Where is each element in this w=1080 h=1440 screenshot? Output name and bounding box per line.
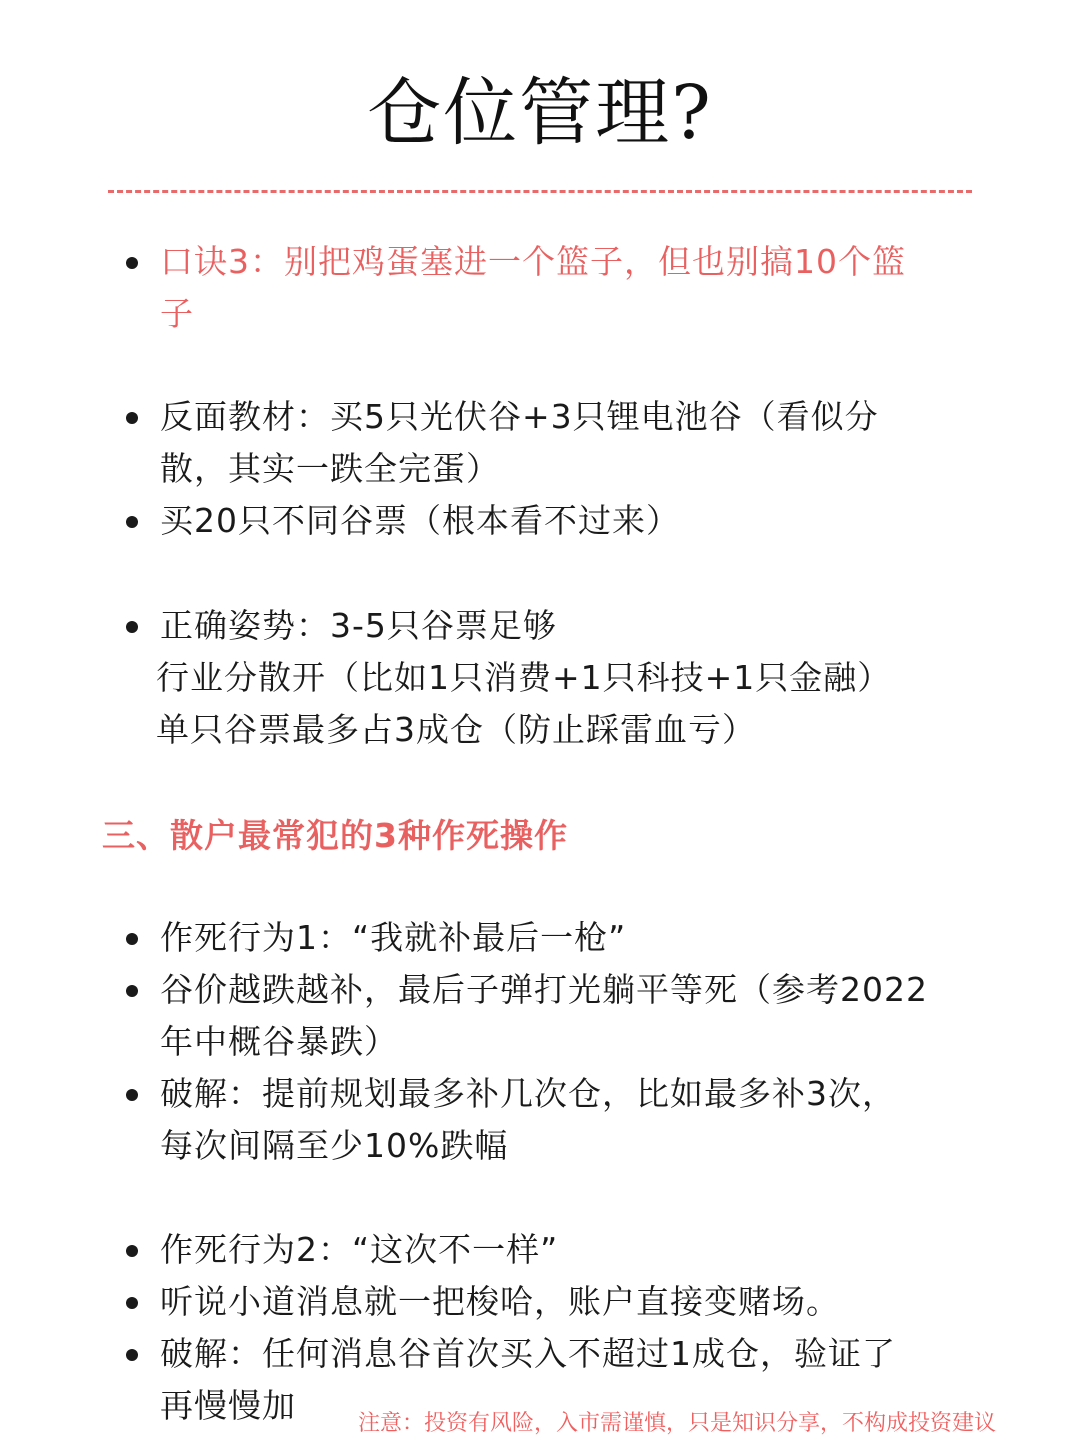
negative-example-2: 买20只不同谷票（根本看不过来）	[160, 501, 680, 540]
bullet-dot	[126, 933, 138, 945]
bullet-dot	[126, 257, 138, 269]
bullet-dot	[126, 1297, 138, 1309]
mistake-1-solution: 破解：提前规划最多补几次仓，比如最多补3次， 每次间隔至少10%跌幅	[160, 1074, 896, 1165]
section-heading: 三、散户最常犯的3种作死操作	[102, 816, 568, 855]
mistake-2-description: 听说小道消息就一把梭哈，账户直接变赌场。	[160, 1282, 840, 1321]
page-title: 仓位管理?	[367, 70, 713, 156]
bullet-dot	[126, 621, 138, 633]
bullet-dot	[126, 1349, 138, 1361]
bullet-dot	[126, 1245, 138, 1257]
rule3-text: 口诀3：别把鸡蛋塞进一个篮子，但也别搞10个篮 子	[160, 242, 906, 333]
correct-posture-line-2: 单只谷票最多占3成仓（防止踩雷血亏）	[156, 710, 756, 749]
correct-posture-bullet: 正确姿势：3-5只谷票足够	[160, 606, 557, 645]
mistake-1-title: 作死行为1：“我就补最后一枪”	[160, 918, 627, 957]
mistake-1-description: 谷价越跌越补，最后子弹打光躺平等死（参考2022 年中概谷暴跌）	[160, 970, 928, 1061]
mistake-2-title: 作死行为2：“这次不一样”	[160, 1230, 559, 1269]
bullet-dot	[126, 412, 138, 424]
mistake-2-solution: 破解：任何消息谷首次买入不超过1成仓，验证了 再慢慢加	[160, 1334, 896, 1425]
risk-disclaimer: 注意：投资有风险，入市需谨慎，只是知识分享，不构成投资建议	[358, 1411, 997, 1436]
bullet-dot	[126, 985, 138, 997]
bullet-dot	[126, 1089, 138, 1101]
correct-posture-line-1: 行业分散开（比如1只消费+1只科技+1只金融）	[156, 658, 892, 697]
bullet-dot	[126, 516, 138, 528]
dashed-divider	[108, 190, 972, 193]
negative-example-1: 反面教材：买5只光伏谷+3只锂电池谷（看似分 散，其实一跌全完蛋）	[160, 397, 879, 488]
